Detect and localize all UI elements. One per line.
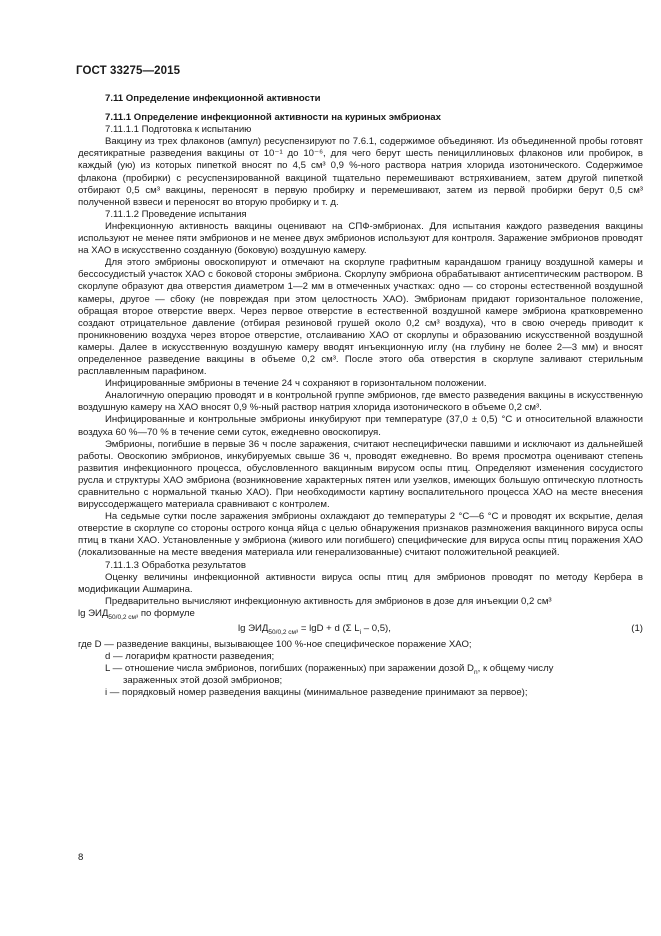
paragraph-results-2-cont: $\lg ЭИД_{50/0,2 см^3}$ по формуле — [78, 607, 195, 621]
definition-d: d — логарифм кратности разведения; — [105, 651, 275, 663]
section-heading-7-11-1: 7.11.1 Определение инфекционной активности на куриных эмбрионах — [105, 112, 441, 124]
paragraph-results-1: Оценку величины инфекционной активности вируса оспы птиц для эмбрионов проводят по методу Кербера в модификации Ашмарина. — [78, 571, 643, 595]
definition-where-D: где D — разведение вакцины, вызывающее 100 %-ное специфическое поражение ХАО; — [78, 639, 472, 651]
paragraph-test-7: На седьмые сутки после заражения эмбрионы охлаждают до температуры 2 °С—6 °С и проводят их вскрытие, делая отверстие в скорлупе со стороны острого конца яйца с целью обнаружения признаков размножения вакцинного вируса оспы птиц в ткани ХАО. Установленные у эмбриона (живого или погибшего) специфические для вируса оспы птиц поражения ХАО (локализованные на месте введения материала или генерализованные) считают положительной реакцией. — [78, 511, 643, 559]
paragraph-test-5: Инфицированные и контрольные эмбрионы инкубируют при температуре (37,0 ± 0,5) °С и относительной влажности воздуха 60 %—70 % в течение семи суток, ежедневно овоскопируя. — [78, 414, 643, 438]
paragraph-test-2: Для этого эмбрионы овоскопируют и отмечают на скорлупе графитным карандашом границу воздушной камеры и бессосудистый участок ХАО с боковой стороны эмбриона. Скорлупу эмбриона обрабатывают антисептическим раствором. В скорлупе образуют два отверстия диаметром 1—2 мм в отмеченных участках: одно — со стороны естественной воздушной камеры, другое — сбоку (не повреждая при этом целостность ХАО). Эмбрионам придают горизонтальное положение, обращая второе отверстие вверх. Через первое отверстие в естественной воздушной камере эмбриона кратковременно создают отрицательное давление (отбирая резиновой грушей около 0,2 см³ воздуха), что в свою очередь приводит к проникновению воздуха через второе отверстие, отслаиванию ХАО от скорлупы и образованию искусственной воздушной камеры. Далее в искусственную воздушную камеру вводят инъекционную иглу (на глубину не более 2—3 мм) и вносят определенное разведение вакцины в объеме 0,2 см³. После этого оба отверстия в скорлупе заливают стерильным расплавленным парафином. — [78, 257, 643, 378]
formula-1 — [78, 623, 643, 637]
definition-L-cont: зараженных этой дозой эмбрионов; — [123, 675, 283, 687]
section-heading-7-11: 7.11 Определение инфекционной активности — [105, 93, 321, 104]
paragraph-results-2: Предварительно вычисляют инфекционную активность для эмбрионов в дозе для инъекции 0,2 см³ — [105, 595, 552, 607]
paragraph-test-6: Эмбрионы, погибшие в первые 36 ч после заражения, считают неспецифически павшими и исключают из дальнейшей работы. Овоскопию эмбрионов, инкубируемых свыше 36 ч, проводят ежедневно. Во время просмотра оценивают степень развития инфекционного процесса, обусловленного вакцинным вирусом оспы птиц. Определяют изменения сосудистого русла и структуры ХАО эмбриона (возникновение характерных пятен или узелков, имеющих большую оптическую плотность сравнительно с нормальной тканью ХАО). При необходимости картину воспалительного процесса ХАО на месте внесения вируссодержащего материала сравнивают с контролем. — [78, 438, 643, 511]
document-body — [78, 93, 643, 700]
definition-i: i — порядковый номер разведения вакцины (минимальное разведение принимают за первое); — [105, 687, 528, 699]
paragraph-test-4: Аналогичную операцию проводят и в контрольной группе эмбрионов, где вместо разведения вакцины в искусственную воздушную камеру на ХАО вносят 0,9 %-ный раствор натрия хлорида изотонического в объеме 0,2 см³. — [78, 390, 643, 414]
paragraph-prep: Вакцину из трех флаконов (ампул) ресуспензируют по 7.6.1, содержимое объединяют. Из объединенной пробы готовят десятикратные разведения вакцины от 10⁻¹ до 10⁻⁶, для чего берут шесть пенициллиновых флаконов или пробирок, в каждый (ую) из которых пипеткой вносят по 4,5 см³ 0,9 %-ного раствора натрия хлорида изотонического. Содержимое флакона (пробирки) с ресуспензированной вакциной тщательно перемешивают встряхиванием, затем другой пипеткой отбирают 0,5 см³ вакцины, переносят в первую пробирку и перемешивают, затем из первой пробирки берут 0,5 см³ полученной взвеси и переносят во вторую пробирку и т. д. — [78, 136, 643, 208]
subsection-heading-results: 7.11.1.3 Обработка результатов — [105, 559, 246, 571]
paragraph-test-3: Инфицированные эмбрионы в течение 24 ч сохраняют в горизонтальном положении. — [105, 378, 487, 390]
formula-expression: $\lg ЭИД_{50/0,2 см^3} = \lg D + d$ (Σ $L_i - 0,5$), — [238, 623, 391, 636]
formula-number: (1) — [631, 623, 643, 635]
definition-L: L — отношение числа эмбрионов, погибших (пораженных) при заражении дозой $D_n$, к общему числу — [105, 663, 554, 677]
subsection-heading-test: 7.11.1.2 Проведение испытания — [105, 208, 247, 220]
page-number: 8 — [78, 852, 84, 863]
document-header: ГОСТ 33275—2015 — [76, 65, 181, 77]
subsection-heading-prep: 7.11.1.1 Подготовка к испытанию — [105, 124, 252, 136]
paragraph-test-1: Инфекционную активность вакцины оценивают на СПФ-эмбрионах. Для испытания каждого разведения вакцины используют не менее пяти эмбрионов и не менее двух эмбрионов используют для контроля. Заражение эмбрионов проводят на ХАО в искусственно созданную (боковую) воздушную камеру. — [78, 220, 643, 257]
